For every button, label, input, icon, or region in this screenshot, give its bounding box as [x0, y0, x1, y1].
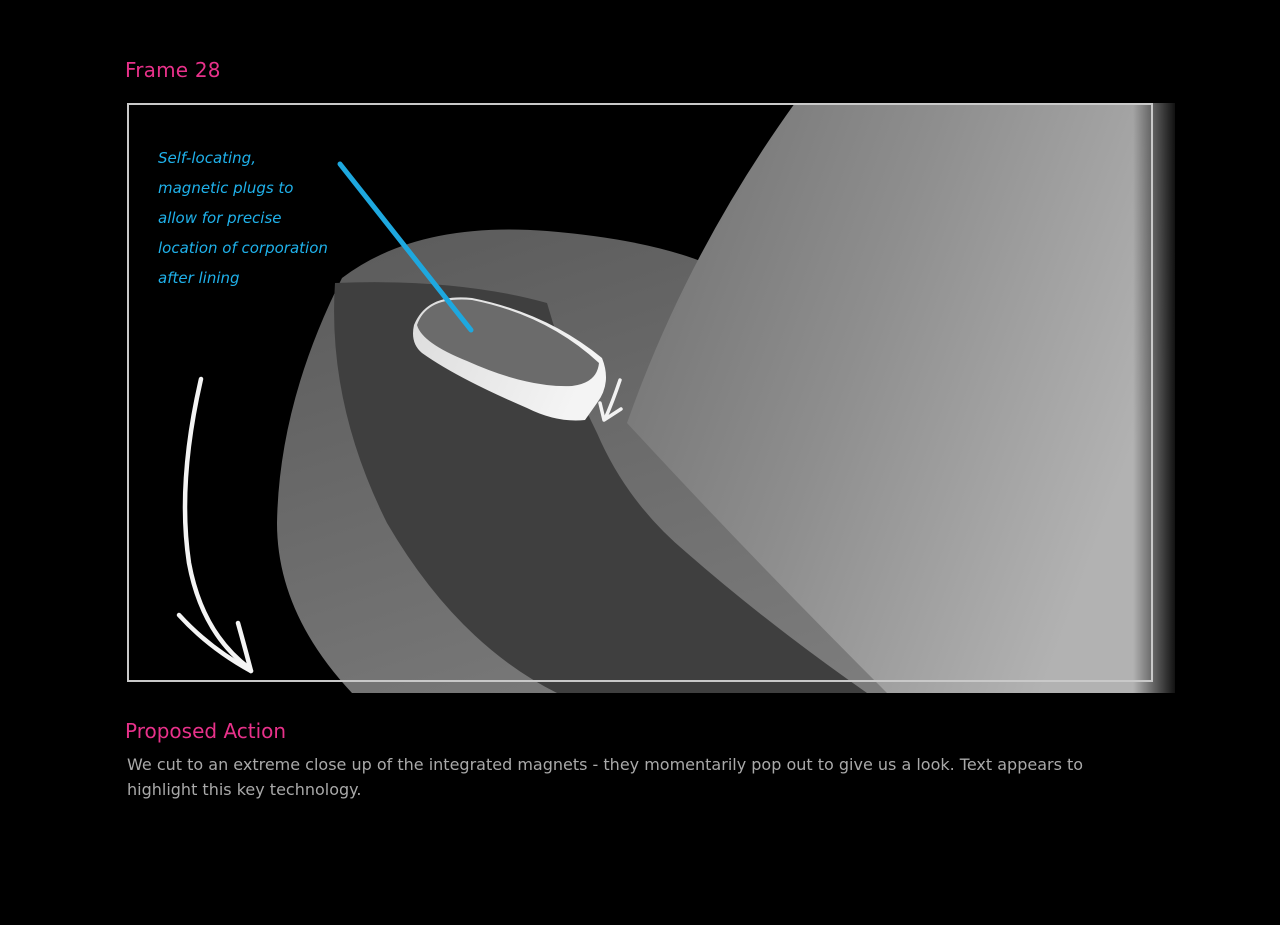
annotation-line: magnetic plugs to [158, 179, 294, 197]
annotation-line: after lining [158, 269, 240, 287]
proposed-action-description: We cut to an extreme close up of the integrated magnets - they momentarily pop out to give us a look. Text appears to highlight this key technology. [127, 755, 1084, 799]
annotation-text [158, 143, 358, 293]
annotation-line: allow for precise [158, 209, 282, 227]
annotation-line: location of corporation [158, 239, 328, 257]
proposed-action-heading: Proposed Action [125, 719, 287, 743]
annotation-line: Self-locating, [158, 149, 256, 167]
frame-title: Frame 28 [125, 58, 221, 82]
